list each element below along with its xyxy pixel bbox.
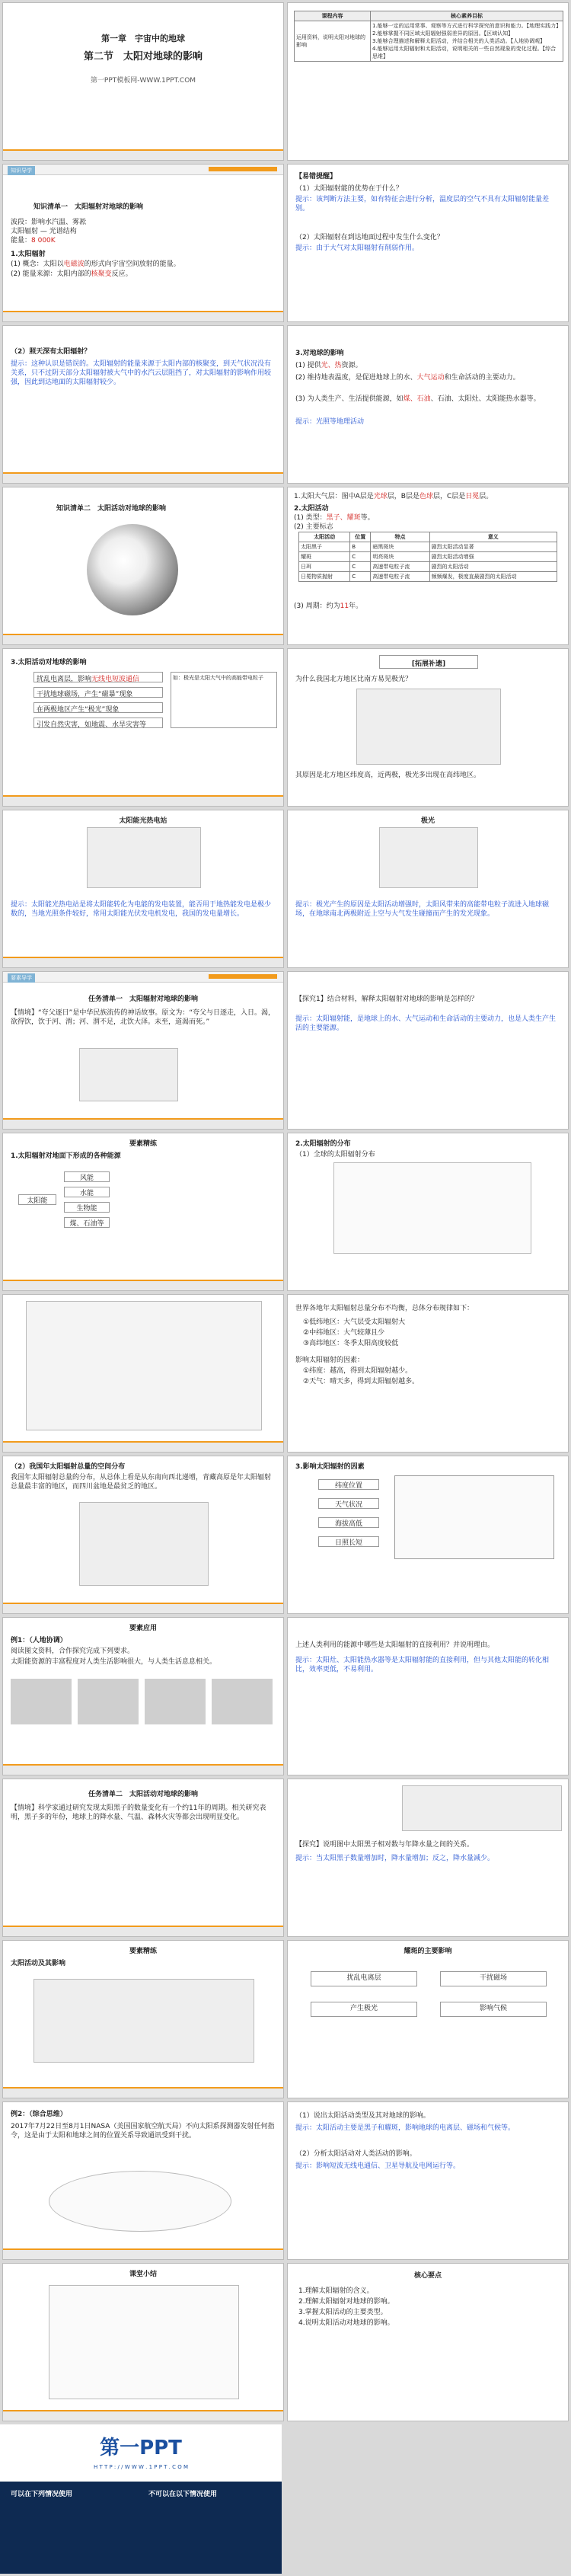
objective-item: 1.能够一定的运用常事、观察等方式进行科学探究的意识和能力。【地理实践力】 bbox=[372, 23, 562, 29]
point-line: ①纬度：越高，得到太阳辐射越少。 bbox=[303, 1367, 413, 1375]
slide-task-2 bbox=[2, 1779, 284, 1937]
factor-diagram bbox=[394, 1475, 554, 1559]
answer: 提示：当太阳黑子数量增加时，降水量增加；反之，降水量减少。 bbox=[295, 1855, 495, 1862]
core-item: 1.理解太阳辐射的含义。 bbox=[298, 2287, 374, 2295]
point-line: ②中纬地区：大气较薄且少 bbox=[303, 1329, 385, 1337]
question: 【探究】说明图中太阳黑子相对数与年降水量之间的关系。 bbox=[295, 1841, 474, 1849]
orbit-diagram bbox=[49, 2171, 231, 2232]
point-line: （1）全球的太阳辐射分布 bbox=[295, 1151, 375, 1159]
slide-pattern bbox=[287, 1294, 569, 1453]
slide-example-1-answer bbox=[287, 1617, 569, 1775]
slide-summary bbox=[2, 2263, 284, 2421]
core-item: 4.说明太阳活动对地球的影响。 bbox=[298, 2319, 394, 2327]
answer: 提示：太阳辐射能，是地球上的水、大气运动和生命活动的主要动力，也是人类生产生活的主要能源。 bbox=[295, 1015, 557, 1033]
point-heading: （2）我国年太阳辐射总量的空间分布 bbox=[11, 1463, 126, 1471]
context-text: 2017年7月22日至8月1日NASA（美国国家航空航天局）不向太阳系探测器发射任何指令，这是由于太阳和地球之间的位置关系导致通讯受到干扰。 bbox=[11, 2123, 275, 2140]
slide-practice-1 bbox=[2, 1133, 284, 1291]
slide-title bbox=[2, 2, 284, 161]
slide-task-1 bbox=[2, 971, 284, 1130]
chapter-title: 第一章 宇宙中的地球 bbox=[101, 34, 185, 43]
question: 为什么我国北方地区比南方易见极光？ bbox=[295, 676, 413, 683]
point-line: ③高纬地区：冬季太阳高度较低 bbox=[303, 1340, 399, 1347]
question: （1）说出太阳活动类型及其对地球的影响。 bbox=[295, 2112, 430, 2120]
slide-knowledge-2 bbox=[2, 487, 284, 645]
context-text: 【情境】科学家通过研究发现太阳黑子的数量变化有一个约11年的周期。相关研究表明，黑子多的年份，地球上的降水量、气温、森林火灾等都会出现明显变化。 bbox=[11, 1804, 266, 1822]
point-heading: 太阳活动及其影响 bbox=[11, 1960, 66, 1967]
question: （2）分析太阳活动对人类活动的影响。 bbox=[295, 2150, 416, 2158]
promo-left-title: 可以在下列情况使用 bbox=[11, 2491, 73, 2498]
section-tag: 要素导学 bbox=[8, 973, 35, 983]
context-text: 【情境】“夸父逐日”是中华民族流传的神话故事。原文为：“夸父与日逐走，入日。渴，欲得饮，饮于河、渭；河、渭不足，北饮大泽。未至，道渴而死。” bbox=[11, 1009, 275, 1027]
point-heading: 3.太阳活动对地球的影响 bbox=[11, 659, 87, 666]
slide-footer bbox=[3, 149, 283, 160]
energy-box: 煤、石油等 bbox=[64, 1217, 110, 1228]
brand-text: 第一PPT模板网-WWW.1PPT.COM bbox=[90, 77, 196, 85]
objective-item: 2.能够掌握不同区域太阳辐射强弱差异的原因。【区域认知】 bbox=[372, 30, 514, 37]
slide-knowledge-1 bbox=[2, 164, 284, 322]
point-line: (3) 为人类生产、生活提供能源，如煤、石油、石油、太阳灶、太阳能热水器等。 bbox=[295, 395, 541, 403]
factor-box: 日照长短 bbox=[318, 1536, 379, 1547]
image-title: 极光 bbox=[420, 817, 435, 825]
slide-solar-station bbox=[2, 810, 284, 968]
point-line: (2) 维持地表温度，是促进地球上的水、大气运动和生命活动的主要动力。 bbox=[295, 374, 520, 382]
point-heading: 2.太阳辐射的分布 bbox=[295, 1140, 351, 1148]
answer: 提示：太阳活动主要是黑子和耀斑，影响地球的电离层、磁场和气候等。 bbox=[295, 2124, 515, 2132]
slide-aurora bbox=[287, 810, 569, 968]
section-heading: 耀斑的主要影响 bbox=[404, 1948, 452, 1955]
question: （1）太阳辐射能的优势在于什么？ bbox=[295, 185, 403, 193]
factor-box: 纬度位置 bbox=[318, 1479, 379, 1490]
table-header: 课程内容 bbox=[295, 11, 371, 21]
solar-station-image bbox=[87, 827, 201, 888]
example-title: 例2：（综合思维） bbox=[11, 2111, 67, 2118]
slide-world-map bbox=[2, 1294, 284, 1453]
radiation-3d-chart bbox=[333, 1162, 531, 1254]
energy-box: 生物能 bbox=[64, 1202, 110, 1213]
china-radiation-map bbox=[79, 1502, 209, 1586]
slide-example-2 bbox=[2, 2101, 284, 2260]
objective-item: 3.能够合理描述和解释太阳活动，并结合相关的人类活动。【人地协调观】 bbox=[372, 38, 546, 44]
slide-objectives bbox=[287, 2, 569, 161]
objective-item: 4.能够运用太阳辐射和太阳活动，说明相关的一些自然现象的变化过程。【综合思维】 bbox=[372, 46, 557, 59]
kuafu-image bbox=[79, 1048, 178, 1101]
core-item: 2.理解太阳辐射对地球的影响。 bbox=[298, 2298, 394, 2306]
energy-box: 太阳能 bbox=[18, 1194, 56, 1205]
effect-box: 干扰地球磁场，产生“磁暴”现象 bbox=[33, 687, 163, 698]
point-heading: 1.太阳辐射对地面下形成的各种能源 bbox=[11, 1152, 121, 1160]
slide-flare-effects bbox=[287, 1940, 569, 2098]
effect-box: 扰乱电离层 bbox=[311, 1971, 417, 1986]
activity-table: 太阳活动 位置 特点 意义 太阳黑子 B 暗黑斑块 剧烈太阳活动显著 耀斑 C 明亮斑块 剧烈太阳活动增强 日珥 C 高速带电粒子流 剧烈的太阳活动 日冕物质抛射 C 高速带电粒子流 频频爆发，极度直最剧烈的太阳活动 bbox=[298, 532, 557, 582]
sunspot-chart bbox=[402, 1785, 562, 1831]
point-line: (3) 周期：约为11年。 bbox=[294, 602, 363, 610]
list-title: 知识清单一 太阳辐射对地球的影响 bbox=[33, 203, 144, 211]
side-text: 太阳辐射 — 光谱结构 bbox=[11, 228, 77, 235]
point-line: 1.太阳大气层：图中A层是光球层，B层是色球层，C层是日冕层。 bbox=[294, 493, 493, 500]
list-title: 知识清单二 太阳活动对地球的影响 bbox=[56, 505, 167, 513]
promo-banner bbox=[0, 2424, 282, 2574]
effect-box: 影响气候 bbox=[440, 2002, 547, 2017]
point-line: 阅读图文资料，合作探究完成下列要求。 bbox=[11, 1648, 135, 1655]
slide-factors bbox=[287, 1456, 569, 1614]
slide-qa-2 bbox=[2, 325, 284, 484]
slide-explore-2 bbox=[287, 1779, 569, 1937]
point-line: 我国年太阳辐射总量的分布，从总体上看是从东南向西北递增，青藏高原是年太阳辐射总量最丰富的地区，而四川盆地是最贫乏的地区。 bbox=[11, 1474, 272, 1491]
core-item: 3.掌握太阳活动的主要类型。 bbox=[298, 2309, 388, 2316]
question: （2）照天深有太阳辐射？ bbox=[11, 348, 91, 356]
slide-practice-2 bbox=[2, 1940, 284, 2098]
energy-photo bbox=[11, 1679, 72, 1724]
section-tag: 知识导学 bbox=[8, 166, 35, 175]
section-heading: 要素精练 bbox=[129, 1140, 157, 1148]
question: （2）太阳辐射在到达地面过程中发生什么变化？ bbox=[295, 234, 444, 241]
promo-url: H T T P : / / W W W . 1 P P T . C O M bbox=[94, 2464, 188, 2470]
aurora-image bbox=[379, 827, 478, 888]
slide-extension bbox=[287, 648, 569, 807]
qa-heading: 【易错提醒】 bbox=[295, 173, 337, 181]
point-line: (1) 提供光、热资源。 bbox=[295, 362, 362, 369]
factor-box: 海拔高低 bbox=[318, 1517, 379, 1528]
answer: 提示：由于大气对太阳辐射有削弱作用。 bbox=[295, 244, 419, 252]
promo-right-title: 不可以在以下情况使用 bbox=[148, 2491, 218, 2498]
point-line: ①低纬地区：大气层受太阳辐射大 bbox=[303, 1318, 406, 1326]
slide-core-points bbox=[287, 2263, 569, 2421]
point-line: (1) 概念：太阳以电磁波的形式向宇宙空间放射的能量。 bbox=[11, 260, 180, 268]
energy-box: 风能 bbox=[64, 1171, 110, 1182]
world-radiation-map bbox=[26, 1301, 262, 1430]
point-line: (2) 主要标志 bbox=[294, 523, 333, 531]
section-title: 第二节 太阳对地球的影响 bbox=[83, 51, 203, 62]
slide-china bbox=[2, 1456, 284, 1614]
slide-explore-1 bbox=[287, 971, 569, 1130]
slide-qa-1 bbox=[287, 164, 569, 322]
point-line: (2) 能量来源：太阳内部的核聚变反应。 bbox=[11, 270, 132, 278]
example-title: 例1：（人地协调） bbox=[11, 1637, 67, 1644]
slide-example-1 bbox=[2, 1617, 284, 1775]
section-heading: 要素应用 bbox=[129, 1625, 157, 1632]
list-title: 任务清单一 太阳辐射对地球的影响 bbox=[88, 996, 198, 1003]
point-line: 世界各地年太阳辐射总量分布不均衡，总体分布规律如下： bbox=[295, 1305, 474, 1312]
answer: 提示：极光产生的原因是太阳活动增强时，太阳风带来的高能带电粒子流进入地球磁场，在地球南北两极附近上空与大气发生碰撞而产生的发光现象。 bbox=[295, 901, 550, 919]
aurora-map bbox=[356, 689, 501, 765]
question: 【探究1】结合材料，解释太阳辐射对地球的影响是怎样的？ bbox=[295, 996, 478, 1003]
point-heading: 1.太阳辐射 bbox=[11, 251, 46, 258]
side-text: 能量：8 000K bbox=[11, 237, 56, 244]
slide-activities bbox=[287, 487, 569, 645]
hint: 提示：光照等地理活动 bbox=[295, 418, 365, 426]
energy-photo bbox=[212, 1679, 273, 1724]
sun-image bbox=[87, 524, 178, 615]
effect-box: 在两极地区产生“极光”现象 bbox=[33, 702, 163, 713]
table-cell: 运用资料，说明太阳对地球的影响 bbox=[295, 21, 371, 62]
image-title: 太阳能光热电站 bbox=[119, 817, 167, 825]
extension-box: [拓展补遗] bbox=[379, 655, 478, 669]
answer: 提示：该判断方法主要，如有特征会进行分析，温度层的空气不具有太阳辐射能量差别。 bbox=[295, 196, 550, 213]
point-line: (1) 类型：黑子、耀斑等。 bbox=[294, 514, 375, 522]
point-line: 影响太阳辐射的因素： bbox=[295, 1357, 365, 1364]
energy-photo bbox=[145, 1679, 206, 1724]
slide-distribution bbox=[287, 1133, 569, 1291]
promo-logo: 第一PPT bbox=[100, 2437, 182, 2459]
table-header: 核心素养目标 bbox=[371, 11, 563, 21]
activity-flowchart bbox=[33, 1979, 254, 2063]
point-heading: 3.影响太阳辐射的因素 bbox=[295, 1463, 365, 1471]
section-heading: 要素精练 bbox=[129, 1948, 157, 1955]
side-text: 波段：影响水汽温、雾凇 bbox=[11, 219, 87, 226]
effect-box: 引发自然灾害，如地震、水旱灾害等 bbox=[33, 718, 163, 728]
slide-activity-effects bbox=[2, 648, 284, 807]
answer: 提示：这种认识是错误的。太阳辐射的能量来源于太阳内部的核聚变，到天气状况没有关系，只不过阴天部分太阳辐射被大气中的水汽云层阻挡了，对太阳辐射的影响作用较强，因此到达地面的太阳辐射较少。 bbox=[11, 360, 272, 387]
answer: 提示：影响短波无线电通信、卫星导航及电网运行等。 bbox=[295, 2162, 461, 2170]
effect-box: 干扰磁场 bbox=[440, 1971, 547, 1986]
factor-box: 天气状况 bbox=[318, 1498, 379, 1509]
summary-mindmap bbox=[49, 2285, 239, 2399]
energy-photo bbox=[78, 1679, 139, 1724]
slide-example-2-answer bbox=[287, 2101, 569, 2260]
energy-box: 水能 bbox=[64, 1187, 110, 1197]
point-line: ②天气：晴天多，得到太阳辐射越多。 bbox=[303, 1378, 419, 1385]
effect-note: 如：极光是太阳大气中的高能带电粒子 bbox=[171, 672, 277, 728]
answer: 其原因是北方地区纬度高，近两极，极光多出现在高纬地区。 bbox=[295, 772, 481, 779]
section-heading: 课堂小结 bbox=[129, 2271, 157, 2278]
section-heading: 核心要点 bbox=[413, 2272, 442, 2280]
question: 上述人类利用的能源中哪些是太阳辐射的直接利用？并说明理由。 bbox=[295, 1641, 495, 1649]
slide-effects bbox=[287, 325, 569, 484]
list-title: 任务清单二 太阳活动对地球的影响 bbox=[88, 1791, 198, 1798]
point-heading: 3.对地球的影响 bbox=[295, 350, 344, 357]
point-heading: 2.太阳活动 bbox=[294, 505, 329, 513]
objectives-table bbox=[294, 11, 563, 62]
effect-box: 扰乱电离层，影响无线电短波通信 bbox=[33, 672, 163, 682]
effect-box: 产生极光 bbox=[311, 2002, 417, 2017]
answer: 提示：太阳能光热电站是将太阳能转化为电能的发电装置，能否用于地热能发电是极少数的，当地光照条件较好，常用太阳能光伏发电机发电，我国的发电量增长。 bbox=[11, 901, 272, 919]
answer: 提示：太阳灶、太阳能热水器等是太阳辐射能的直接利用，但与其他太阳能的转化相比，效率更低，不易利用。 bbox=[295, 1657, 550, 1674]
point-line: 太阳能资源的丰富程度对人类生活影响很大，与人类生活息息相关。 bbox=[11, 1658, 217, 1666]
